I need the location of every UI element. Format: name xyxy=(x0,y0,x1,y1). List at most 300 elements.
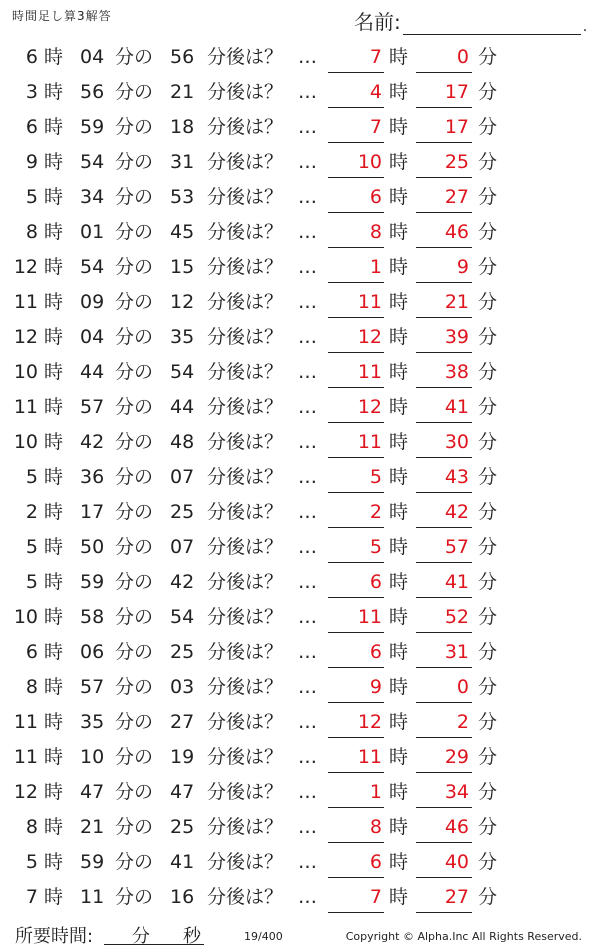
added-minutes: 07 xyxy=(170,466,195,488)
start-hour: 9 xyxy=(25,151,38,173)
start-hour: 12 xyxy=(13,781,38,803)
answer-hour: 11 xyxy=(357,606,382,628)
answer-hour-line xyxy=(328,912,384,913)
minutes-later-label: 分後は？ xyxy=(207,501,284,523)
ellipsis: … xyxy=(298,116,317,138)
answer-minute-line xyxy=(416,527,472,528)
answer-minute-label: 分 xyxy=(478,711,498,733)
start-hour: 6 xyxy=(25,116,38,138)
hour-label: 時 xyxy=(44,256,64,278)
start-minute: 35 xyxy=(80,711,105,733)
hour-label: 時 xyxy=(44,781,64,803)
answer-hour-line xyxy=(328,772,384,773)
problem-row xyxy=(0,179,600,214)
answer-hour: 8 xyxy=(369,221,382,243)
answer-minute-label: 分 xyxy=(478,606,498,628)
minutes-later-label: 分後は？ xyxy=(207,291,284,313)
start-minute: 47 xyxy=(80,781,105,803)
added-minutes: 19 xyxy=(170,746,195,768)
hour-label: 時 xyxy=(44,606,64,628)
minute-of-label: 分の xyxy=(115,186,154,208)
start-hour: 11 xyxy=(13,746,38,768)
answer-hour-line xyxy=(328,632,384,633)
minutes-later-label: 分後は？ xyxy=(207,536,284,558)
name-end-mark: . xyxy=(582,19,588,35)
answer-hour-line xyxy=(328,352,384,353)
answer-minute: 43 xyxy=(444,466,469,488)
answer-hour: 7 xyxy=(369,46,382,68)
answer-hour-label: 時 xyxy=(389,431,409,453)
ellipsis: … xyxy=(298,466,317,488)
ellipsis: … xyxy=(298,711,317,733)
added-minutes: 21 xyxy=(170,81,195,103)
answer-minute-label: 分 xyxy=(478,291,498,313)
answer-minute-line xyxy=(416,772,472,773)
answer-minute: 46 xyxy=(444,221,469,243)
start-minute: 09 xyxy=(80,291,105,313)
answer-minute: 39 xyxy=(444,326,469,348)
answer-minute: 57 xyxy=(444,536,469,558)
answer-hour-label: 時 xyxy=(389,81,409,103)
ellipsis: … xyxy=(298,81,317,103)
minutes-later-label: 分後は？ xyxy=(207,466,284,488)
answer-hour-label: 時 xyxy=(389,676,409,698)
start-hour: 6 xyxy=(25,46,38,68)
answer-minute-label: 分 xyxy=(478,676,498,698)
start-hour: 5 xyxy=(25,186,38,208)
start-hour: 12 xyxy=(13,256,38,278)
minutes-later-label: 分後は？ xyxy=(207,221,284,243)
start-hour: 5 xyxy=(25,851,38,873)
answer-minute: 17 xyxy=(444,81,469,103)
name-field xyxy=(354,6,587,35)
minute-of-label: 分の xyxy=(115,256,154,278)
answer-hour-label: 時 xyxy=(389,501,409,523)
answer-hour-label: 時 xyxy=(389,151,409,173)
answer-hour: 11 xyxy=(357,291,382,313)
answer-hour-line xyxy=(328,72,384,73)
problem-row xyxy=(0,249,600,284)
ellipsis: … xyxy=(298,781,317,803)
hour-label: 時 xyxy=(44,676,64,698)
hour-label: 時 xyxy=(44,396,64,418)
answer-hour-label: 時 xyxy=(389,711,409,733)
ellipsis: … xyxy=(298,361,317,383)
problem-row xyxy=(0,284,600,319)
hour-label: 時 xyxy=(44,46,64,68)
answer-minute-label: 分 xyxy=(478,641,498,663)
minutes-later-label: 分後は？ xyxy=(207,396,284,418)
answer-minute-line xyxy=(416,247,472,248)
problem-row xyxy=(0,739,600,774)
answer-minute-line xyxy=(416,597,472,598)
answer-hour: 4 xyxy=(369,81,382,103)
minute-of-label: 分の xyxy=(115,116,154,138)
name-label: 名前: xyxy=(354,10,401,34)
problem-row xyxy=(0,599,600,634)
answer-hour: 11 xyxy=(357,746,382,768)
added-minutes: 54 xyxy=(170,361,195,383)
answer-minute-line xyxy=(416,107,472,108)
minute-of-label: 分の xyxy=(115,291,154,313)
start-hour: 11 xyxy=(13,396,38,418)
answer-minute: 27 xyxy=(444,886,469,908)
answer-minute-label: 分 xyxy=(478,851,498,873)
start-hour: 3 xyxy=(25,81,38,103)
answer-hour: 2 xyxy=(369,501,382,523)
start-hour: 5 xyxy=(25,536,38,558)
minute-of-label: 分の xyxy=(115,816,154,838)
problem-row xyxy=(0,844,600,879)
minute-of-label: 分の xyxy=(115,396,154,418)
ellipsis: … xyxy=(298,186,317,208)
added-minutes: 12 xyxy=(170,291,195,313)
problem-row xyxy=(0,74,600,109)
answer-hour: 1 xyxy=(369,256,382,278)
ellipsis: … xyxy=(298,431,317,453)
answer-minute-label: 分 xyxy=(478,116,498,138)
problem-row xyxy=(0,704,600,739)
start-minute: 58 xyxy=(80,606,105,628)
added-minutes: 31 xyxy=(170,151,195,173)
start-hour: 10 xyxy=(13,361,38,383)
problem-row xyxy=(0,669,600,704)
problem-row xyxy=(0,354,600,389)
problem-row xyxy=(0,144,600,179)
added-minutes: 44 xyxy=(170,396,195,418)
answer-minute: 9 xyxy=(456,256,469,278)
answer-hour-line xyxy=(328,877,384,878)
minutes-later-label: 分後は？ xyxy=(207,151,284,173)
answer-hour-line xyxy=(328,142,384,143)
minutes-later-label: 分後は？ xyxy=(207,571,284,593)
answer-minute-label: 分 xyxy=(478,816,498,838)
answer-minute: 17 xyxy=(444,116,469,138)
hour-label: 時 xyxy=(44,221,64,243)
start-minute: 50 xyxy=(80,536,105,558)
answer-hour-line xyxy=(328,562,384,563)
minute-of-label: 分の xyxy=(115,641,154,663)
answer-hour: 12 xyxy=(357,711,382,733)
hour-label: 時 xyxy=(44,361,64,383)
added-minutes: 42 xyxy=(170,571,195,593)
problem-row xyxy=(0,424,600,459)
minutes-later-label: 分後は？ xyxy=(207,431,284,453)
start-minute: 10 xyxy=(80,746,105,768)
answer-hour: 11 xyxy=(357,361,382,383)
hour-label: 時 xyxy=(44,116,64,138)
hour-label: 時 xyxy=(44,711,64,733)
minute-of-label: 分の xyxy=(115,221,154,243)
answer-hour-line xyxy=(328,702,384,703)
start-hour: 7 xyxy=(25,886,38,908)
answer-minute-label: 分 xyxy=(478,501,498,523)
answer-hour: 8 xyxy=(369,816,382,838)
answer-minute-label: 分 xyxy=(478,746,498,768)
answer-hour-line xyxy=(328,667,384,668)
hour-label: 時 xyxy=(44,536,64,558)
minute-of-label: 分の xyxy=(115,361,154,383)
answer-minute-line xyxy=(416,317,472,318)
answer-hour: 6 xyxy=(369,186,382,208)
answer-hour: 1 xyxy=(369,781,382,803)
answer-hour-label: 時 xyxy=(389,326,409,348)
answer-minute-line xyxy=(416,282,472,283)
hour-label: 時 xyxy=(44,746,64,768)
start-minute: 44 xyxy=(80,361,105,383)
answer-hour-line xyxy=(328,107,384,108)
minute-of-label: 分の xyxy=(115,81,154,103)
problem-row xyxy=(0,459,600,494)
answer-minute-line xyxy=(416,807,472,808)
answer-minute-label: 分 xyxy=(478,536,498,558)
answer-minute-line xyxy=(416,72,472,73)
answer-hour: 5 xyxy=(369,466,382,488)
start-minute: 59 xyxy=(80,116,105,138)
answer-hour: 9 xyxy=(369,676,382,698)
added-minutes: 47 xyxy=(170,781,195,803)
minute-of-label: 分の xyxy=(115,851,154,873)
minutes-later-label: 分後は？ xyxy=(207,851,284,873)
added-minutes: 18 xyxy=(170,116,195,138)
problem-row xyxy=(0,564,600,599)
minutes-later-label: 分後は？ xyxy=(207,606,284,628)
answer-hour-line xyxy=(328,842,384,843)
added-minutes: 41 xyxy=(170,851,195,873)
problem-row xyxy=(0,494,600,529)
ellipsis: … xyxy=(298,326,317,348)
answer-minute-line xyxy=(416,352,472,353)
start-minute: 56 xyxy=(80,81,105,103)
minutes-later-label: 分後は？ xyxy=(207,46,284,68)
minute-of-label: 分の xyxy=(115,886,154,908)
answer-hour-label: 時 xyxy=(389,291,409,313)
problem-row xyxy=(0,39,600,74)
answer-hour-line xyxy=(328,597,384,598)
ellipsis: … xyxy=(298,396,317,418)
minute-of-label: 分の xyxy=(115,571,154,593)
start-minute: 59 xyxy=(80,571,105,593)
problem-row xyxy=(0,809,600,844)
answer-minute: 0 xyxy=(456,46,469,68)
answer-minute: 38 xyxy=(444,361,469,383)
hour-label: 時 xyxy=(44,571,64,593)
minute-of-label: 分の xyxy=(115,326,154,348)
problem-row xyxy=(0,529,600,564)
hour-label: 時 xyxy=(44,291,64,313)
answer-minute-line xyxy=(416,667,472,668)
start-minute: 34 xyxy=(80,186,105,208)
answer-minute: 21 xyxy=(444,291,469,313)
answer-hour: 11 xyxy=(357,431,382,453)
answer-minute-line xyxy=(416,177,472,178)
answer-minute-line xyxy=(416,142,472,143)
answer-minute-label: 分 xyxy=(478,46,498,68)
answer-minute-line xyxy=(416,387,472,388)
start-minute: 57 xyxy=(80,676,105,698)
hour-label: 時 xyxy=(44,816,64,838)
answer-hour-label: 時 xyxy=(389,816,409,838)
minute-of-label: 分の xyxy=(115,606,154,628)
answer-hour-line xyxy=(328,457,384,458)
answer-minute: 31 xyxy=(444,641,469,663)
minutes-later-label: 分後は？ xyxy=(207,326,284,348)
ellipsis: … xyxy=(298,536,317,558)
ellipsis: … xyxy=(298,886,317,908)
start-hour: 8 xyxy=(25,676,38,698)
ellipsis: … xyxy=(298,46,317,68)
start-hour: 5 xyxy=(25,466,38,488)
copyright: Copyright © Alpha.Inc All Rights Reserved. xyxy=(345,930,582,943)
minute-of-label: 分の xyxy=(115,466,154,488)
answer-hour-line xyxy=(328,422,384,423)
answer-minute-label: 分 xyxy=(478,466,498,488)
problem-row xyxy=(0,879,600,914)
answer-hour-label: 時 xyxy=(389,641,409,663)
answer-hour: 12 xyxy=(357,326,382,348)
added-minutes: 53 xyxy=(170,186,195,208)
ellipsis: … xyxy=(298,501,317,523)
ellipsis: … xyxy=(298,641,317,663)
answer-hour-label: 時 xyxy=(389,396,409,418)
start-hour: 11 xyxy=(13,711,38,733)
answer-minute-label: 分 xyxy=(478,431,498,453)
minute-of-label: 分の xyxy=(115,536,154,558)
answer-minute-label: 分 xyxy=(478,361,498,383)
answer-minute: 42 xyxy=(444,501,469,523)
start-minute: 21 xyxy=(80,816,105,838)
problem-row xyxy=(0,214,600,249)
added-minutes: 25 xyxy=(170,501,195,523)
minutes-later-label: 分後は？ xyxy=(207,886,284,908)
answer-hour: 5 xyxy=(369,536,382,558)
problem-list xyxy=(0,39,600,914)
hour-label: 時 xyxy=(44,186,64,208)
hour-label: 時 xyxy=(44,81,64,103)
hour-label: 時 xyxy=(44,641,64,663)
answer-hour-label: 時 xyxy=(389,186,409,208)
answer-hour-line xyxy=(328,492,384,493)
minutes-later-label: 分後は？ xyxy=(207,361,284,383)
answer-hour: 6 xyxy=(369,851,382,873)
answer-hour: 6 xyxy=(369,571,382,593)
answer-hour-line xyxy=(328,527,384,528)
answer-minute-line xyxy=(416,457,472,458)
answer-minute: 0 xyxy=(456,676,469,698)
page-number: 19/400 xyxy=(244,930,283,943)
ellipsis: … xyxy=(298,746,317,768)
answer-hour-label: 時 xyxy=(389,606,409,628)
name-blank-line xyxy=(403,12,581,35)
answer-minute: 46 xyxy=(444,816,469,838)
added-minutes: 48 xyxy=(170,431,195,453)
hour-label: 時 xyxy=(44,151,64,173)
problem-row xyxy=(0,109,600,144)
answer-minute-line xyxy=(416,492,472,493)
start-minute: 36 xyxy=(80,466,105,488)
answer-minute: 41 xyxy=(444,571,469,593)
start-minute: 57 xyxy=(80,396,105,418)
answer-minute: 29 xyxy=(444,746,469,768)
start-hour: 8 xyxy=(25,816,38,838)
start-minute: 04 xyxy=(80,326,105,348)
added-minutes: 56 xyxy=(170,46,195,68)
answer-minute: 30 xyxy=(444,431,469,453)
minutes-later-label: 分後は？ xyxy=(207,816,284,838)
minutes-later-label: 分後は？ xyxy=(207,676,284,698)
ellipsis: … xyxy=(298,851,317,873)
answer-hour: 12 xyxy=(357,396,382,418)
added-minutes: 15 xyxy=(170,256,195,278)
problem-row xyxy=(0,389,600,424)
answer-hour-line xyxy=(328,737,384,738)
minutes-later-label: 分後は？ xyxy=(207,116,284,138)
start-hour: 11 xyxy=(13,291,38,313)
start-minute: 17 xyxy=(80,501,105,523)
answer-minute: 52 xyxy=(444,606,469,628)
answer-minute-label: 分 xyxy=(478,256,498,278)
added-minutes: 35 xyxy=(170,326,195,348)
answer-minute-line xyxy=(416,632,472,633)
answer-minute-line xyxy=(416,877,472,878)
answer-hour: 10 xyxy=(357,151,382,173)
answer-hour-line xyxy=(328,177,384,178)
answer-minute-label: 分 xyxy=(478,221,498,243)
answer-hour-line xyxy=(328,387,384,388)
answer-minute: 2 xyxy=(456,711,469,733)
added-minutes: 45 xyxy=(170,221,195,243)
added-minutes: 27 xyxy=(170,711,195,733)
worksheet-title: 時間足し算3解答 xyxy=(12,9,112,23)
answer-minute-label: 分 xyxy=(478,151,498,173)
hour-label: 時 xyxy=(44,886,64,908)
start-minute: 11 xyxy=(80,886,105,908)
answer-minute: 40 xyxy=(444,851,469,873)
time-required-minutes-label: 分 xyxy=(132,926,150,947)
answer-minute: 27 xyxy=(444,186,469,208)
answer-hour-label: 時 xyxy=(389,746,409,768)
answer-hour-line xyxy=(328,247,384,248)
added-minutes: 54 xyxy=(170,606,195,628)
hour-label: 時 xyxy=(44,326,64,348)
minutes-later-label: 分後は？ xyxy=(207,641,284,663)
minute-of-label: 分の xyxy=(115,711,154,733)
hour-label: 時 xyxy=(44,501,64,523)
answer-minute: 25 xyxy=(444,151,469,173)
ellipsis: … xyxy=(298,151,317,173)
answer-minute-label: 分 xyxy=(478,396,498,418)
answer-minute-label: 分 xyxy=(478,571,498,593)
answer-hour-line xyxy=(328,807,384,808)
answer-hour-line xyxy=(328,317,384,318)
start-minute: 04 xyxy=(80,46,105,68)
minute-of-label: 分の xyxy=(115,781,154,803)
answer-hour-label: 時 xyxy=(389,886,409,908)
answer-minute-label: 分 xyxy=(478,186,498,208)
start-minute: 59 xyxy=(80,851,105,873)
answer-hour-label: 時 xyxy=(389,46,409,68)
start-hour: 12 xyxy=(13,326,38,348)
start-hour: 5 xyxy=(25,571,38,593)
footer xyxy=(0,918,600,948)
answer-hour-label: 時 xyxy=(389,361,409,383)
hour-label: 時 xyxy=(44,851,64,873)
ellipsis: … xyxy=(298,571,317,593)
minutes-later-label: 分後は？ xyxy=(207,81,284,103)
time-required-label: 所要時間: xyxy=(15,926,94,947)
time-required-seconds-label: 秒 xyxy=(183,926,201,947)
answer-hour-label: 時 xyxy=(389,221,409,243)
